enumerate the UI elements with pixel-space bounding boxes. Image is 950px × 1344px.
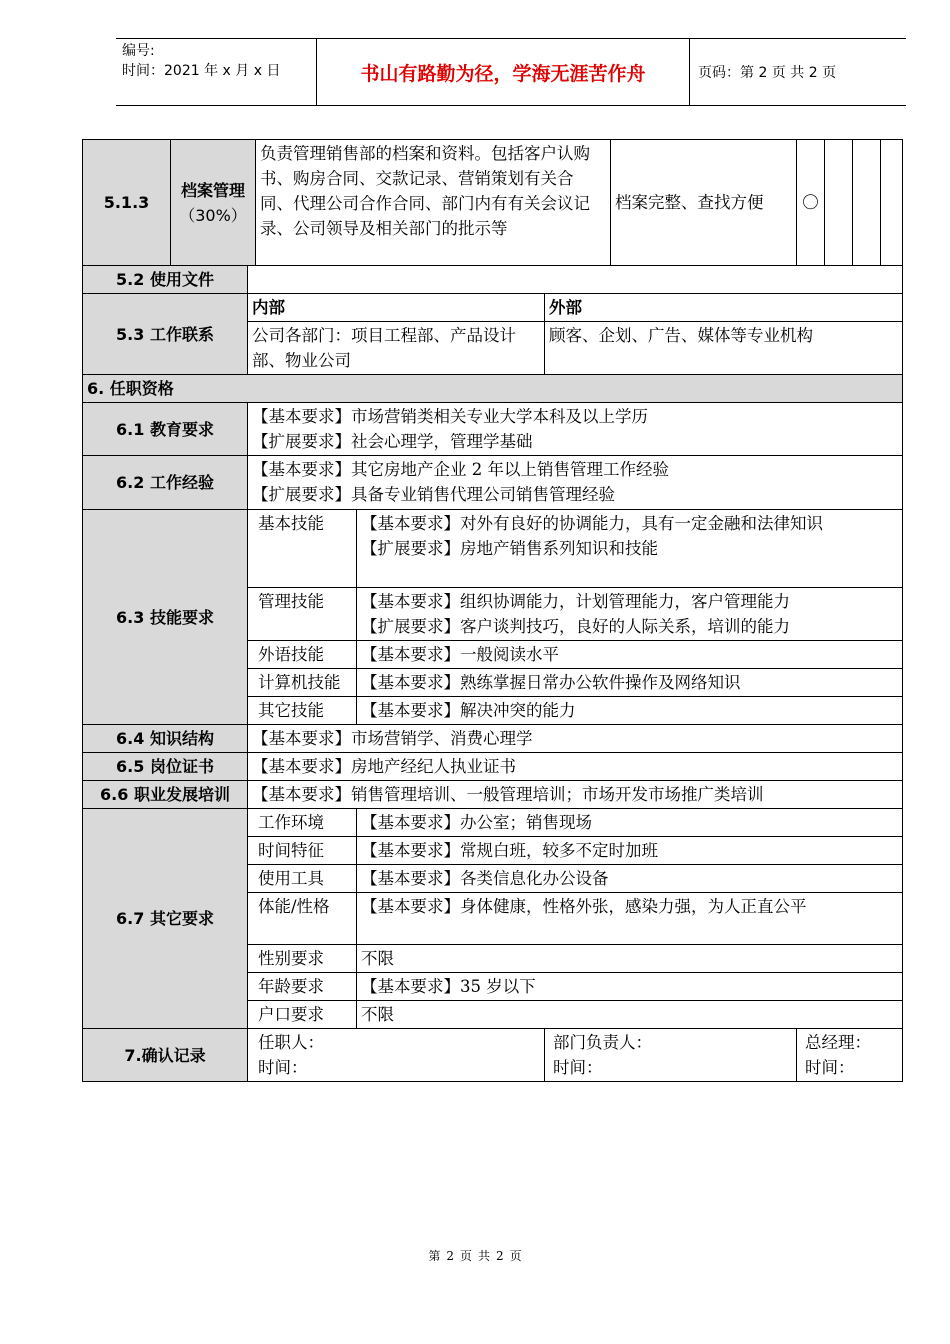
holder-time-label: 时间：	[258, 1058, 308, 1077]
skill-name: 外语技能	[248, 641, 357, 669]
footer-total-unit: 页	[509, 1249, 522, 1263]
education-value	[248, 403, 903, 456]
footer-page-unit: 页	[459, 1249, 472, 1263]
confirm-holder	[248, 1029, 545, 1082]
other-name: 户口要求	[248, 1001, 357, 1029]
dept-head-time-label: 时间：	[553, 1058, 603, 1077]
training-label: 6.6 职业发展培训	[83, 781, 248, 809]
duty-name: 档案管理	[181, 180, 246, 200]
skills-label: 6.3 技能要求	[83, 510, 248, 725]
empty-cell	[825, 140, 853, 266]
contact-internal: 公司各部门：项目工程部、产品设计部、物业公司	[248, 322, 545, 375]
other-value: 【基本要求】常规白班，较多不定时加班	[357, 837, 903, 865]
contact-external-head: 外部	[545, 294, 903, 322]
knowledge-value: 【基本要求】市场营销学、消费心理学	[248, 725, 903, 753]
other-value: 不限	[357, 945, 903, 973]
other-label: 6.7 其它要求	[83, 809, 248, 1029]
row-6-2	[83, 456, 903, 510]
education-basic: 【基本要求】市场营销类相关专业大学本科及以上学历	[252, 407, 648, 426]
number-label: 编号:	[122, 43, 155, 59]
time-label: 时间：2021 年 x 月 x 日	[122, 63, 281, 79]
other-name: 性别要求	[248, 945, 357, 973]
duty-standard: 档案完整、查找方便	[611, 140, 797, 266]
duty-mark: 〇	[797, 140, 825, 266]
experience-value	[248, 456, 903, 510]
skill-line: 【基本要求】对外有良好的协调能力，具有一定金融和法律知识	[361, 514, 824, 533]
row-5-2	[83, 266, 903, 294]
confirm-dept-head	[545, 1029, 797, 1082]
other-value: 【基本要求】35 岁以下	[357, 973, 903, 1001]
other-value: 【基本要求】身体健康，性格外张，感染力强，为人正直公平	[357, 893, 903, 945]
knowledge-label: 6.4 知识结构	[83, 725, 248, 753]
row-6-3-basic	[83, 510, 903, 588]
skill-value	[357, 510, 903, 588]
row-5-3-head	[83, 294, 903, 322]
other-name: 体能/性格	[248, 893, 357, 945]
footer-total-prefix: 共	[478, 1249, 491, 1263]
other-name: 工作环境	[248, 809, 357, 837]
skill-name: 其它技能	[248, 697, 357, 725]
skill-line: 【基本要求】组织协调能力，计划管理能力，客户管理能力	[361, 592, 791, 611]
header-motto: 书山有路勤为径，学海无涯苦作舟	[316, 39, 690, 105]
header-meta	[116, 39, 316, 105]
job-description-table	[82, 139, 903, 1082]
footer-page-number: 2	[446, 1249, 454, 1263]
other-value: 不限	[357, 1001, 903, 1029]
section-6-label: 6. 任职资格	[83, 375, 903, 403]
skill-line: 【扩展要求】房地产销售系列知识和技能	[361, 539, 659, 558]
header-page-info: 页码：第 2 页 共 2 页	[698, 65, 837, 81]
gm-time-label: 时间：	[805, 1058, 855, 1077]
gm-label: 总经理：	[805, 1033, 872, 1052]
row-6-5	[83, 753, 903, 781]
row-6-1	[83, 403, 903, 456]
education-extended: 【扩展要求】社会心理学，管理学基础	[252, 432, 533, 451]
skill-name: 计算机技能	[248, 669, 357, 697]
files-label: 5.2 使用文件	[83, 266, 248, 294]
experience-label: 6.2 工作经验	[83, 456, 248, 510]
other-name: 时间特征	[248, 837, 357, 865]
page-header	[116, 38, 906, 106]
certificate-label: 6.5 岗位证书	[83, 753, 248, 781]
duty-description: 负责管理销售部的档案和资料。包括客户认购书、购房合同、交款记录、营销策划有关合同、代理公司合作合同、部门内有有关会议记录、公司领导及相关部门的批示等	[256, 140, 611, 266]
confirm-label: 7.确认记录	[83, 1029, 248, 1082]
experience-basic: 【基本要求】其它房地产企业 2 年以上销售管理工作经验	[252, 460, 669, 479]
row-6-4	[83, 725, 903, 753]
skill-line: 【扩展要求】客户谈判技巧，良好的人际关系，培训的能力	[361, 617, 791, 636]
row-id: 5.1.3	[83, 140, 171, 266]
duty-weight: （30%）	[179, 205, 247, 225]
skill-name: 管理技能	[248, 588, 357, 641]
other-value: 【基本要求】各类信息化办公设备	[357, 865, 903, 893]
row-6-6	[83, 781, 903, 809]
empty-cell	[853, 140, 881, 266]
skill-line: 【基本要求】解决冲突的能力	[357, 697, 903, 725]
footer-total-pages: 2	[496, 1249, 504, 1263]
education-label: 6.1 教育要求	[83, 403, 248, 456]
contact-internal-head: 内部	[248, 294, 545, 322]
other-name: 年龄要求	[248, 973, 357, 1001]
other-value: 【基本要求】办公室；销售现场	[357, 809, 903, 837]
contact-label: 5.3 工作联系	[83, 294, 248, 375]
files-value	[248, 266, 903, 294]
skill-name: 基本技能	[248, 510, 357, 588]
certificate-value: 【基本要求】房地产经纪人执业证书	[248, 753, 903, 781]
footer-first: 第	[428, 1249, 441, 1263]
row-5-1-3	[83, 140, 903, 266]
skill-line: 【基本要求】熟练掌握日常办公软件操作及网络知识	[357, 669, 903, 697]
dept-head-label: 部门负责人：	[553, 1033, 653, 1052]
skill-line: 【基本要求】一般阅读水平	[357, 641, 903, 669]
experience-extended: 【扩展要求】具备专业销售代理公司销售管理经验	[252, 485, 615, 504]
row-section-6	[83, 375, 903, 403]
page-footer	[0, 1247, 950, 1264]
confirm-gm	[797, 1029, 903, 1082]
other-name: 使用工具	[248, 865, 357, 893]
holder-label: 任职人：	[258, 1033, 324, 1052]
contact-external: 顾客、企划、广告、媒体等专业机构	[545, 322, 903, 375]
duty-name-cell	[171, 140, 256, 266]
skill-value	[357, 588, 903, 641]
row-7	[83, 1029, 903, 1082]
row-6-7-env	[83, 809, 903, 837]
empty-cell	[881, 140, 903, 266]
training-value: 【基本要求】销售管理培训、一般管理培训；市场开发市场推广类培训	[248, 781, 903, 809]
